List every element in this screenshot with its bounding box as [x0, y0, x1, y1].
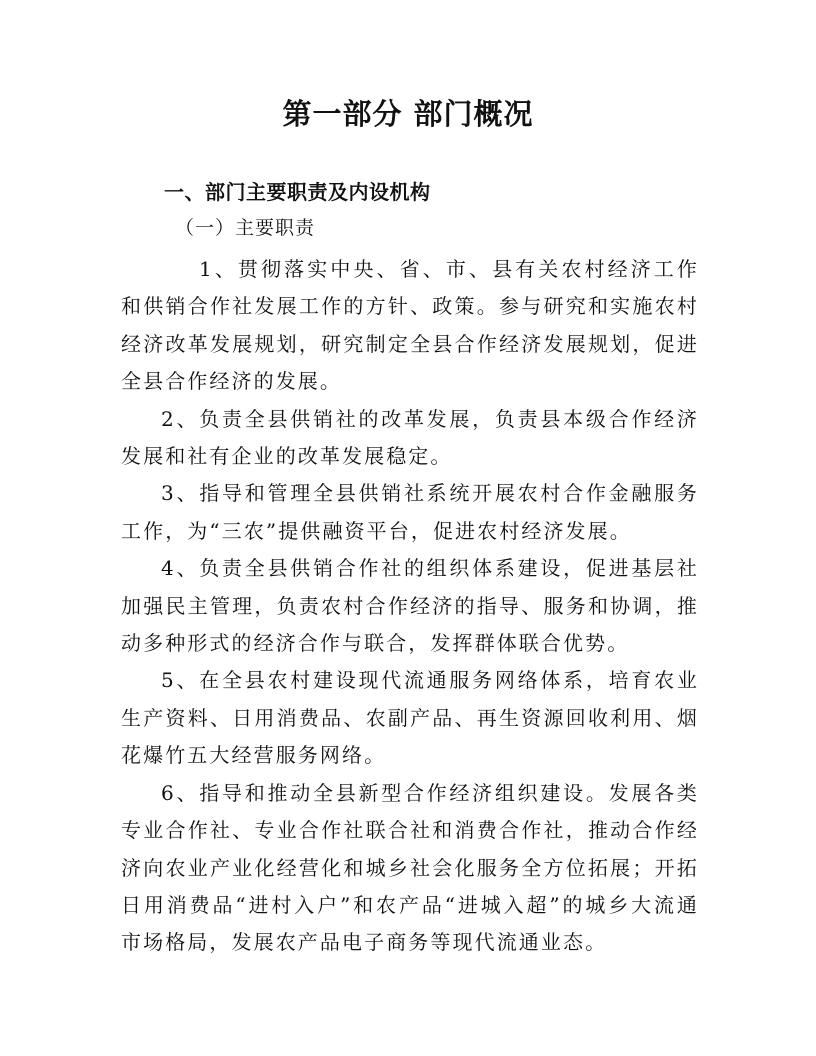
duty-paragraph-1: 1、贯彻落实中央、省、市、县有关农村经济工作和供销合作社发展工作的方针、政策。参与研究和实施农村经济改革发展规划，研究制定全县合作经济发展规划，促进全县合作经济的发展。 — [121, 257, 699, 394]
duty-paragraph-3: 3、指导和管理全县供销社系统开展农村合作金融服务工作，为“三农”提供融资平台，促进农村经济发展。 — [121, 481, 699, 543]
subsection-heading: （一）主要职责 — [175, 217, 316, 239]
duties-body — [121, 251, 699, 962]
page-title: 第一部分 部门概况 — [282, 97, 534, 131]
duty-paragraph-4: 4、负责全县供销合作社的组织体系建设，促进基层社加强民主管理，负责农村合作经济的指导、服务和协调，推动多种形式的经济合作与联合，发挥群体联合优势。 — [121, 556, 699, 656]
duty-paragraph-2: 2、负责全县供销社的改革发展，负责县本级合作经济发展和社有企业的改革发展稳定。 — [121, 406, 699, 469]
section-heading: 一、部门主要职责及内设机构 — [164, 180, 431, 204]
duty-paragraph-5: 5、在全县农村建设现代流通服务网络体系，培育农业生产资料、日用消费品、农副产品、再生资源回收利用、烟花爆竹五大经营服务网络。 — [121, 668, 699, 768]
duty-paragraph-6: 6、指导和推动全县新型合作经济组织建设。发展各类专业合作社、专业合作社联合社和消费合作社，推动合作经济向农业产业化经营化和城乡社会化服务全方位拓展；开拓日用消费品“进村入户”和农产品“进城入超”的城乡大流通市场格局，发展农产品电子商务等现代流通业态。 — [121, 780, 699, 955]
